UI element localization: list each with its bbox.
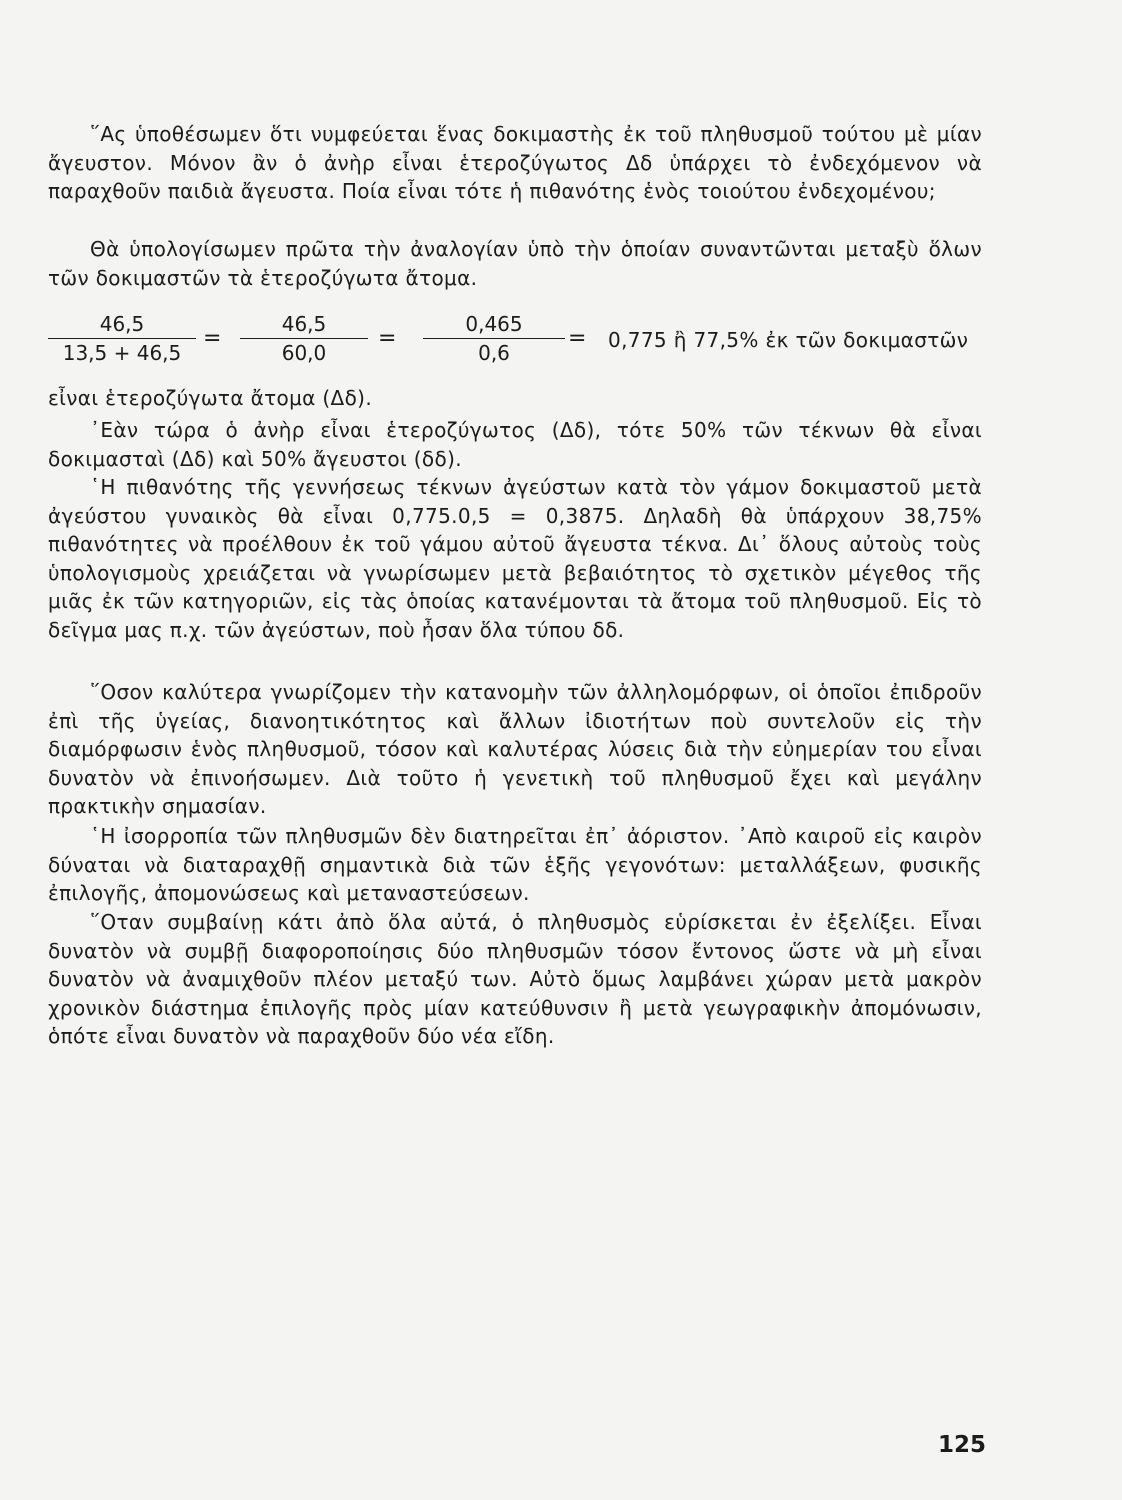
fraction-3 <box>423 312 565 365</box>
proportion-equation <box>48 312 988 372</box>
fraction-1-denominator: 13,5 + 46,5 <box>62 341 182 365</box>
equals-sign-2: = <box>378 326 397 351</box>
fraction-2 <box>240 312 368 365</box>
fraction-3-denominator: 0,6 <box>478 341 510 365</box>
paragraph-8: ῞Οταν συμβαίνῃ κάτι ἀπὸ ὅλα αὐτά, ὁ πληθυσμὸς εὑρίσκεται ἐν ἐξελίξει. Εἶναι δυνατὸν νὰ συμβῇ διαφοροποίησις δύο πληθυσμῶν τόσον ἔντονος ὥστε νὰ μὴ εἶναι δυνατὸν νὰ ἀναμιχθοῦν πλέον μεταξύ των. Αὐτὸ ὅμως λαμβάνει χώραν μετὰ μακρὸν χρονικὸν διάστημα ἐπιλογῆς πρὸς μίαν κατεύθυνσιν ἢ μετὰ γεωγραφικὴν ἀπομόνωσιν, ὁπότε εἶναι δυνατὸν νὰ παραχθοῦν δύο νέα εἴδη. <box>48 910 982 1049</box>
paragraph-2: Θὰ ὑπολογίσωμεν πρῶτα τὴν ἀναλογίαν ὑπὸ τὴν ὁποίαν συναντῶνται μεταξὺ ὅλων τῶν δοκιμαστῶν τὰ ἑτεροζύγωτα ἄτομα. <box>48 237 982 290</box>
fraction-1 <box>48 312 196 365</box>
paragraph-5: ῾Η πιθανότης τῆς γεννήσεως τέκνων ἀγεύστων κατὰ τὸν γάμον δοκιμαστοῦ μετὰ ἀγεύστου γυναικὸς θὰ εἶναι 0,775.0,5 = 0,3875. Δηλαδὴ θὰ ὑπάρχουν 38,75% πιθανότητες νὰ προέλθουν ἐκ τοῦ γάμου αὐτοῦ ἄγευστα τέκνα. Δι᾿ ὅλους αὐτοὺς τοὺς ὑπολογισμοὺς χρειάζεται νὰ γνωρίσωμεν μετὰ βεβαιότητος τὸ σχετικὸν μέγεθος τῆς μιᾶς ἐκ τῶν κατηγοριῶν, εἰς τὰς ὁποίας κατανέμονται τὰ ἄτομα τοῦ πληθυσμοῦ. Εἰς τὸ δεῖγμα μας π.χ. τῶν ἀγεύστων, ποὺ ἦσαν ὅλα τύπου δδ. <box>48 475 982 642</box>
equals-sign-3: = <box>568 326 587 351</box>
fraction-3-bar <box>423 338 565 339</box>
fraction-2-numerator: 46,5 <box>281 312 327 336</box>
page-number: 125 <box>938 1432 987 1458</box>
equation-result: 0,775 ἢ 77,5% ἐκ τῶν δοκιμαστῶν <box>608 328 969 352</box>
fraction-1-bar <box>48 338 196 339</box>
fraction-2-bar <box>240 338 368 339</box>
paragraph-1: ῞Ας ὑποθέσωμεν ὅτι νυμφεύεται ἕνας δοκιμαστὴς ἐκ τοῦ πληθυσμοῦ τούτου μὲ μίαν ἄγευστον. Μόνον ἂν ὁ ἀνὴρ εἶναι ἑτεροζύγωτος Δδ ὑπάρχει τὸ ἐνδεχόμενον νὰ παραχθοῦν παιδιὰ ἄγευστα. Ποία εἶναι τότε ἡ πιθανότης ἑνὸς τοιούτου ἐνδεχομένου; <box>48 122 982 204</box>
paragraph-6: ῞Οσον καλύτερα γνωρίζομεν τὴν κατανομὴν τῶν ἀλληλομόρφων, οἱ ὁποῖοι ἐπιδροῦν ἐπὶ τῆς ὑγείας, διανοητικότητος καὶ ἄλλων ἰδιοτήτων ποὺ συντελοῦν εἰς τὴν διαμόρφωσιν ἑνὸς πληθυσμοῦ, τόσον καὶ καλυτέρας λύσεις διὰ τὴν εὐημερίαν του εἶναι δυνατὸν νὰ ἐπινοήσωμεν. Διὰ τοῦτο ἡ γενετικὴ τοῦ πληθυσμοῦ ἔχει καὶ μεγάλην πρακτικὴν σημασίαν. <box>48 680 982 819</box>
paragraph-3: εἶναι ἑτεροζύγωτα ἄτομα (Δδ). <box>48 386 373 410</box>
fraction-2-denominator: 60,0 <box>281 341 327 365</box>
paragraph-7: ῾Η ἰσορροπία τῶν πληθυσμῶν δὲν διατηρεῖται ἐπ᾿ ἀόριστον. ᾿Απὸ καιροῦ εἰς καιρὸν δύναται νὰ διαταραχθῇ σημαντικὰ διὰ τῶν ἑξῆς γεγονότων: μεταλλάξεων, φυσικῆς ἐπιλογῆς, ἀπομονώσεως καὶ μεταναστεύσεων. <box>48 824 982 906</box>
equals-sign-1: = <box>203 326 222 351</box>
paragraph-4: ᾿Εὰν τώρα ὁ ἀνὴρ εἶναι ἑτεροζύγωτος (Δδ), τότε 50% τῶν τέκνων θὰ εἶναι δοκιμασταὶ (Δδ) καὶ 50% ἄγευστοι (δδ). <box>48 418 982 471</box>
fraction-3-numerator: 0,465 <box>465 312 523 336</box>
fraction-1-numerator: 46,5 <box>99 312 145 336</box>
